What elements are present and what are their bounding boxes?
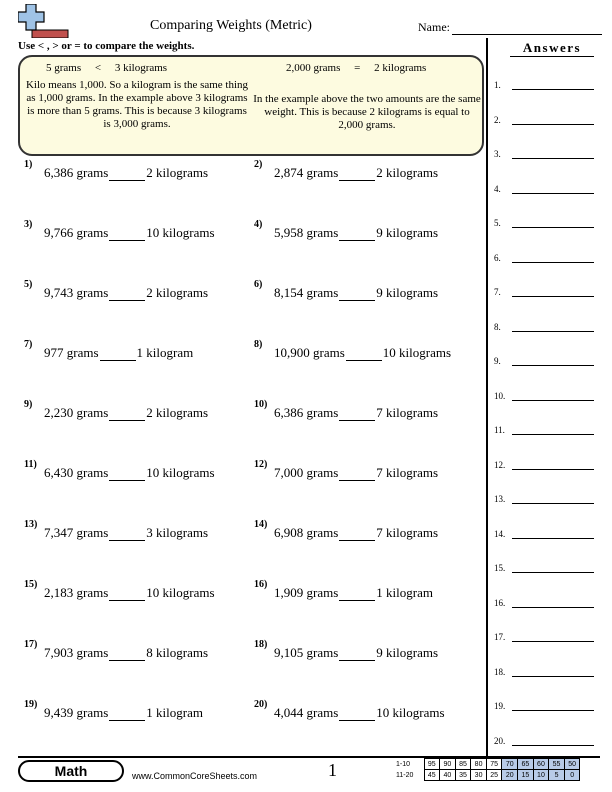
answer-line[interactable] <box>512 745 594 746</box>
problem-right-amount: 2 kilograms <box>146 165 209 180</box>
answer-line[interactable] <box>512 365 594 366</box>
problem-left-amount: 2,183 grams <box>44 585 109 600</box>
score-cell: 55 <box>549 759 565 770</box>
problem-number: 14) <box>254 519 268 530</box>
answer-label: 19. <box>494 701 506 711</box>
score-cell: 40 <box>440 770 456 781</box>
answer-label: 1. <box>494 80 501 90</box>
comparison-blank[interactable] <box>109 707 145 721</box>
answer-label: 17. <box>494 632 506 642</box>
score-row <box>396 770 580 781</box>
score-cell: 95 <box>424 759 440 770</box>
answer-line[interactable] <box>512 262 594 263</box>
answer-line[interactable] <box>512 296 594 297</box>
problem-right-amount: 1 kilogram <box>136 345 194 360</box>
problem-left-amount: 2,230 grams <box>44 405 109 420</box>
problem-right-amount: 10 kilograms <box>146 465 215 480</box>
answer-label: 15. <box>494 563 506 573</box>
score-row-label: 11-20 <box>396 771 414 779</box>
problem-left-amount: 10,900 grams <box>274 345 345 360</box>
problem-right-amount: 8 kilograms <box>146 645 209 660</box>
page-number: 1 <box>328 760 337 780</box>
comparison-blank[interactable] <box>100 347 136 361</box>
problem-left-amount: 9,766 grams <box>44 225 109 240</box>
answer-line[interactable] <box>512 400 594 401</box>
comparison-blank[interactable] <box>109 227 145 241</box>
page-title: Comparing Weights (Metric) <box>150 18 312 33</box>
score-cell: 90 <box>440 759 456 770</box>
answer-line[interactable] <box>512 572 594 573</box>
answer-line[interactable] <box>512 331 594 332</box>
problem-right-amount: 10 kilograms <box>382 345 452 360</box>
answer-label: 18. <box>494 666 506 677</box>
score-cell: 0 <box>564 770 580 781</box>
score-cell: 10 <box>533 770 549 781</box>
plus-logo-icon <box>18 4 70 38</box>
score-row <box>396 759 580 770</box>
example-right-explanation: In the example above the two amounts are the same weight. This is because 2 kilograms is equal to 2,000 grams. <box>253 93 481 131</box>
problem-left-amount: 7,000 grams <box>274 465 339 480</box>
problem-left-amount: 6,908 grams <box>274 525 339 540</box>
answer-label: 2. <box>494 114 501 125</box>
website-link[interactable]: www.CommonCoreSheets.com <box>132 771 258 781</box>
answer-label: 12. <box>494 459 506 470</box>
answer-label: 9. <box>494 356 501 366</box>
answer-label: 5. <box>494 218 501 228</box>
score-cell: 25 <box>486 770 502 781</box>
problem-number: 16) <box>254 579 268 590</box>
comparison-blank[interactable] <box>109 167 145 181</box>
problem-number: 3) <box>24 219 33 230</box>
score-cell: 85 <box>455 759 471 770</box>
answer-label: 14. <box>494 528 506 539</box>
problem-right-amount: 2 kilograms <box>146 405 209 420</box>
score-cell: 70 <box>502 759 518 770</box>
answer-line[interactable] <box>512 227 594 228</box>
comparison-blank[interactable] <box>109 287 145 301</box>
comparison-blank[interactable] <box>109 407 145 421</box>
problem-right-amount: 3 kilograms <box>146 525 209 540</box>
answer-label: 16. <box>494 597 506 608</box>
answer-label: 3. <box>494 149 501 159</box>
problem-left-amount: 5,958 grams <box>274 225 339 240</box>
answer-label: 20. <box>494 735 506 746</box>
problem-right-amount: 10 kilograms <box>376 705 445 720</box>
score-cell: 20 <box>502 770 518 781</box>
problem-number: 13) <box>24 519 38 530</box>
answer-label: 13. <box>494 494 506 504</box>
problem-left-amount: 6,386 grams <box>44 165 109 180</box>
problem-right-amount: 7 kilograms <box>376 465 439 480</box>
problem-right-amount: 9 kilograms <box>376 645 439 660</box>
problem-number: 2) <box>254 159 263 170</box>
example-box <box>18 55 484 156</box>
answer-label: 8. <box>494 321 501 332</box>
problem-left-amount: 7,347 grams <box>44 525 109 540</box>
answer-label: 11. <box>494 425 505 435</box>
comparison-blank[interactable] <box>339 707 375 721</box>
name-label: Name: <box>418 20 450 34</box>
answer-line[interactable] <box>512 710 594 711</box>
answer-label: 6. <box>494 252 501 263</box>
problem-number: 19) <box>24 699 38 710</box>
score-cell: 75 <box>486 759 502 770</box>
problem-right-amount: 10 kilograms <box>146 585 215 600</box>
problem-number: 5) <box>24 279 33 290</box>
problem-number: 1) <box>24 159 33 170</box>
score-cell: 35 <box>455 770 471 781</box>
problem-right-amount: 1 kilogram <box>146 705 203 720</box>
comparison-blank[interactable] <box>339 647 375 661</box>
example-right-comparison: 2,000 grams = 2 kilograms <box>286 62 427 74</box>
problem-number: 17) <box>24 639 38 650</box>
comparison-blank[interactable] <box>109 527 145 541</box>
answer-line[interactable] <box>512 676 594 677</box>
math-badge: Math <box>18 760 124 782</box>
comparison-blank[interactable] <box>339 287 375 301</box>
score-cell: 45 <box>424 770 440 781</box>
problem-left-amount: 8,154 grams <box>274 285 339 300</box>
problem-right-amount: 9 kilograms <box>376 285 439 300</box>
comparison-blank[interactable] <box>346 347 382 361</box>
problem-left-amount: 9,105 grams <box>274 645 339 660</box>
problem-number: 11) <box>24 459 37 470</box>
answers-title-underline <box>510 56 594 57</box>
example-left-explanation: Kilo means 1,000. So a kilogram is the same thing as 1,000 grams. In the example above 3 kilograms is more than 5 grams. This is because 3 kilograms is 3,000 grams. <box>25 79 249 130</box>
problem-number: 20) <box>254 699 268 710</box>
comparison-blank[interactable] <box>339 407 375 421</box>
instructions: Use < , > or = to compare the weights. <box>18 40 195 52</box>
problem-number: 12) <box>254 459 268 470</box>
problem-left-amount: 4,044 grams <box>274 705 339 720</box>
comparison-blank[interactable] <box>339 587 375 601</box>
problem-left-amount: 6,430 grams <box>44 465 109 480</box>
score-cell: 50 <box>564 759 580 770</box>
answer-label: 4. <box>494 183 501 194</box>
comparison-blank[interactable] <box>109 647 145 661</box>
name-field[interactable] <box>452 34 602 35</box>
problem-right-amount: 10 kilograms <box>146 225 215 240</box>
problem-right-amount: 9 kilograms <box>376 225 439 240</box>
comparison-blank[interactable] <box>339 467 375 481</box>
score-table <box>396 758 580 781</box>
problem-left-amount: 9,743 grams <box>44 285 109 300</box>
score-cell: 15 <box>518 770 534 781</box>
comparison-blank[interactable] <box>109 587 145 601</box>
problem-right-amount: 2 kilograms <box>146 285 209 300</box>
problem-number: 9) <box>24 399 33 410</box>
score-cell: 60 <box>533 759 549 770</box>
answer-line[interactable] <box>512 538 594 539</box>
comparison-blank[interactable] <box>109 467 145 481</box>
problem-left-amount: 7,903 grams <box>44 645 109 660</box>
problem-number: 8) <box>254 339 263 350</box>
problem-left-amount: 2,874 grams <box>274 165 339 180</box>
problem-right-amount: 1 kilogram <box>376 585 433 600</box>
problem-left-amount: 1,909 grams <box>274 585 339 600</box>
problem-number: 18) <box>254 639 268 650</box>
problem-right-amount: 2 kilograms <box>376 165 439 180</box>
answer-line[interactable] <box>512 158 594 159</box>
problem-left-amount: 9,439 grams <box>44 705 109 720</box>
comparison-blank[interactable] <box>339 167 375 181</box>
score-cell: 65 <box>518 759 534 770</box>
score-row-label: 1-10 <box>396 760 411 768</box>
answer-line[interactable] <box>512 503 594 504</box>
problem-left-amount: 977 grams <box>44 345 99 360</box>
problem-left-amount: 6,386 grams <box>274 405 339 420</box>
answer-line[interactable] <box>512 641 594 642</box>
score-cell: 5 <box>549 770 565 781</box>
comparison-blank[interactable] <box>339 527 375 541</box>
answers-title: Answers <box>522 40 582 55</box>
answer-label: 7. <box>494 287 501 297</box>
answer-line[interactable] <box>512 434 594 435</box>
answer-line[interactable] <box>512 124 594 125</box>
problem-number: 6) <box>254 279 263 290</box>
score-cell: 30 <box>471 770 487 781</box>
answer-label: 10. <box>494 390 506 401</box>
answer-line[interactable] <box>512 469 594 470</box>
problem-number: 10) <box>254 399 268 410</box>
example-left-comparison: 5 grams < 3 kilograms <box>46 62 168 74</box>
problem-number: 7) <box>24 339 33 350</box>
answer-line[interactable] <box>512 89 594 90</box>
problem-right-amount: 7 kilograms <box>376 525 439 540</box>
comparison-blank[interactable] <box>339 227 375 241</box>
problem-right-amount: 7 kilograms <box>376 405 439 420</box>
score-cell: 80 <box>471 759 487 770</box>
answer-line[interactable] <box>512 193 594 194</box>
problem-number: 4) <box>254 219 263 230</box>
problem-number: 15) <box>24 579 38 590</box>
answer-line[interactable] <box>512 607 594 608</box>
